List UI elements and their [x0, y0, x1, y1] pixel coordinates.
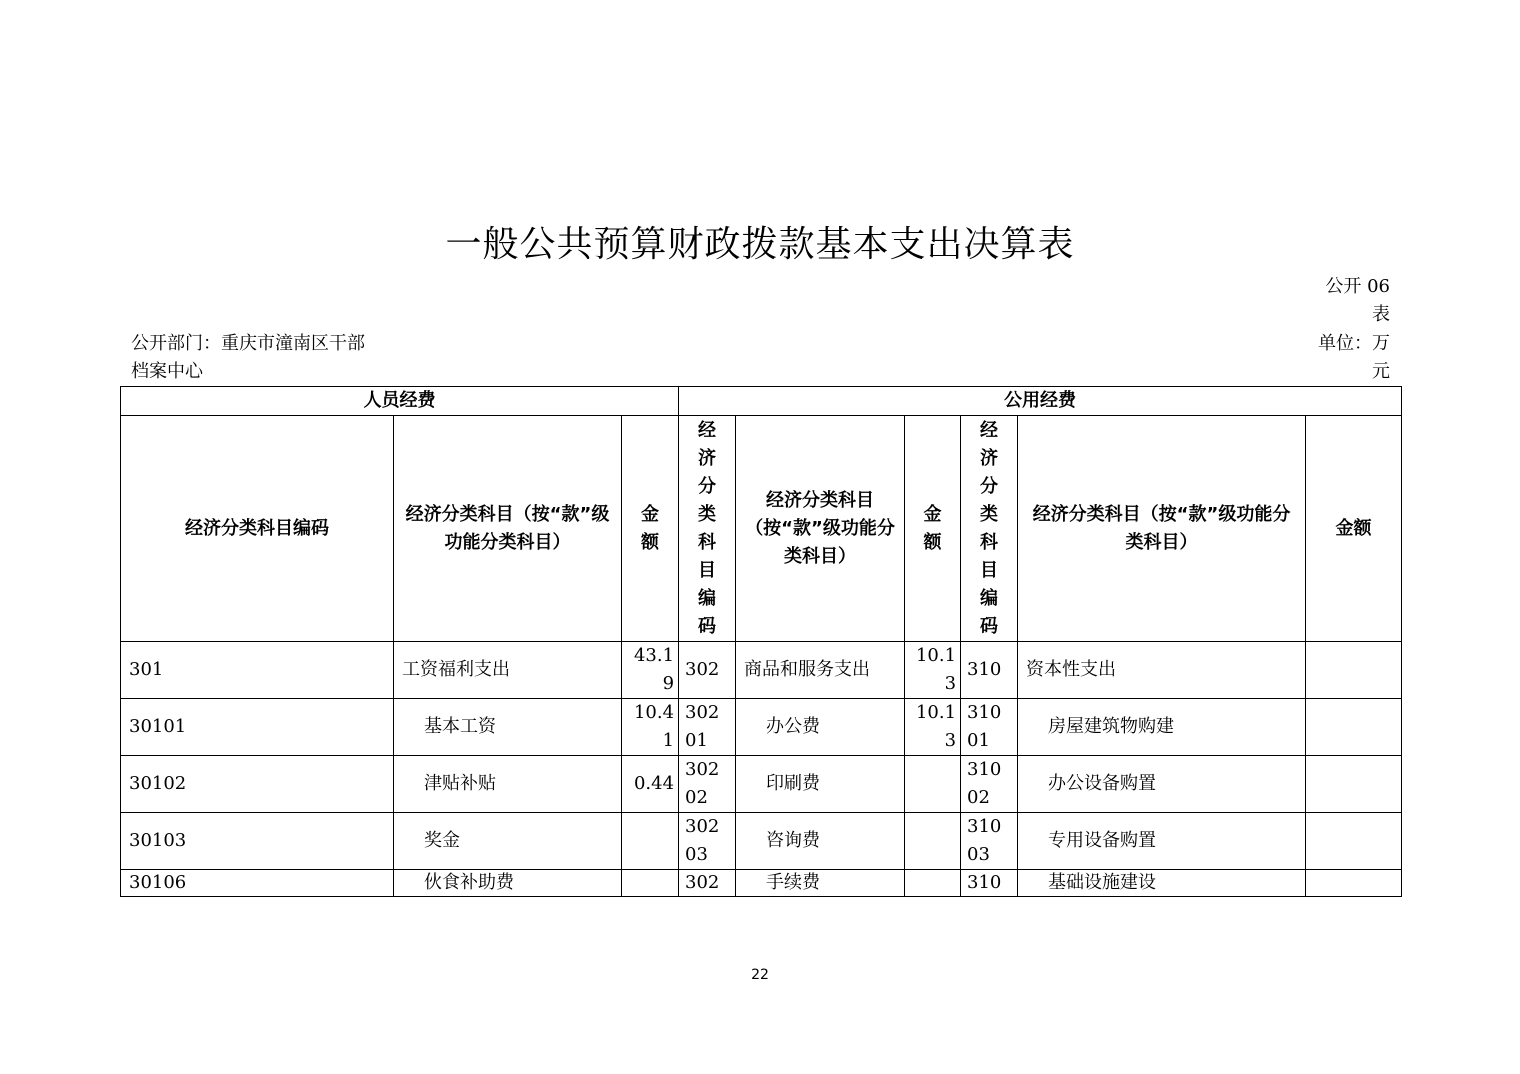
cell-amount — [622, 813, 679, 870]
header-code: 经济分类科目编码 — [121, 416, 394, 642]
unit-label-line1: 单位：万 — [1318, 333, 1390, 354]
cell-code-right: 31003 — [961, 813, 1018, 870]
header-amount: 金额 — [622, 416, 679, 642]
cell-code-right: 310 — [961, 642, 1018, 699]
cell-item: 伙食补助费 — [394, 870, 622, 897]
header-amount-right: 金额 — [1306, 416, 1402, 642]
cell-item: 奖金 — [394, 813, 622, 870]
cell-item: 基本工资 — [394, 699, 622, 756]
cell-code-right: 31001 — [961, 699, 1018, 756]
cell-item-right: 房屋建筑物购建 — [1018, 699, 1306, 756]
cell-amount-right — [1306, 642, 1402, 699]
cell-amount-middle — [905, 813, 961, 870]
unit-label-line2: 元 — [1372, 361, 1390, 382]
cell-amount-middle: 10.13 — [905, 642, 961, 699]
cell-item-right: 资本性支出 — [1018, 642, 1306, 699]
header-item-middle: 经济分类科目（按“款”级功能分类科目） — [736, 416, 905, 642]
table-row — [121, 756, 1402, 813]
cell-code: 30103 — [121, 813, 394, 870]
cell-amount-middle — [905, 870, 961, 897]
cell-code-middle: 30203 — [679, 813, 736, 870]
table-row — [121, 699, 1402, 756]
cell-item-middle: 办公费 — [736, 699, 905, 756]
cell-amount-right — [1306, 756, 1402, 813]
cell-code-middle: 302 — [679, 642, 736, 699]
cell-item-right: 专用设备购置 — [1018, 813, 1306, 870]
cell-item: 工资福利支出 — [394, 642, 622, 699]
group-header-public: 公用经费 — [679, 387, 1402, 416]
cell-code-middle: 30202 — [679, 756, 736, 813]
cell-item-right: 办公设备购置 — [1018, 756, 1306, 813]
header-amount-middle: 金额 — [905, 416, 961, 642]
table-number-line1: 公开 06 — [1325, 276, 1390, 297]
page-title: 一般公共预算财政拨款基本支出决算表 — [445, 224, 1075, 265]
table-row — [121, 813, 1402, 870]
cell-amount-right — [1306, 813, 1402, 870]
cell-amount: 0.44 — [622, 756, 679, 813]
page-number: 22 — [751, 967, 769, 983]
department-label-line1: 公开部门：重庆市潼南区干部 — [131, 333, 365, 354]
cell-code: 30102 — [121, 756, 394, 813]
cell-item-middle: 印刷费 — [736, 756, 905, 813]
table-row — [121, 642, 1402, 699]
header-item-right: 经济分类科目（按“款”级功能分类科目） — [1018, 416, 1306, 642]
cell-amount — [622, 870, 679, 897]
cell-amount-middle — [905, 756, 961, 813]
cell-item-middle: 手续费 — [736, 870, 905, 897]
cell-code-middle: 302 — [679, 870, 736, 897]
group-header-personnel: 人员经费 — [121, 387, 679, 416]
table-row — [121, 870, 1402, 897]
cell-amount: 43.19 — [622, 642, 679, 699]
cell-item-right: 基础设施建设 — [1018, 870, 1306, 897]
cell-code: 301 — [121, 642, 394, 699]
cell-amount: 10.41 — [622, 699, 679, 756]
cell-amount-right — [1306, 699, 1402, 756]
cell-code: 30101 — [121, 699, 394, 756]
header-item: 经济分类科目（按“款”级功能分类科目） — [394, 416, 622, 642]
cell-item: 津贴补贴 — [394, 756, 622, 813]
cell-amount-middle: 10.13 — [905, 699, 961, 756]
cell-code-right: 310 — [961, 870, 1018, 897]
cell-code: 30106 — [121, 870, 394, 897]
cell-item-middle: 商品和服务支出 — [736, 642, 905, 699]
cell-item-middle: 咨询费 — [736, 813, 905, 870]
department-label-line2: 档案中心 — [131, 361, 203, 382]
header-code-vertical: 经济分类科目编码 — [679, 416, 736, 642]
expenditure-table — [120, 386, 1402, 897]
table-number-line2: 表 — [1372, 304, 1390, 325]
header-code-vertical-2: 经济分类科目编码 — [961, 416, 1018, 642]
cell-code-right: 31002 — [961, 756, 1018, 813]
cell-amount-right — [1306, 870, 1402, 897]
cell-code-middle: 30201 — [679, 699, 736, 756]
